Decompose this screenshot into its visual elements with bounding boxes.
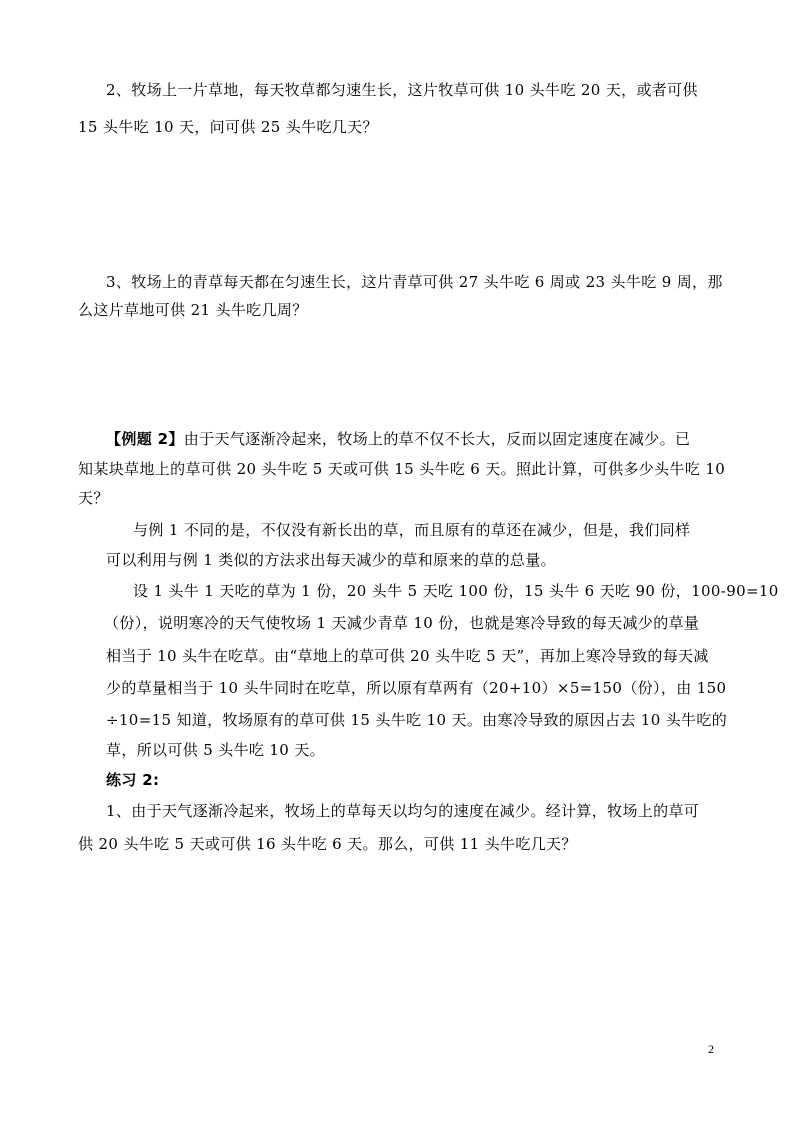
problem-2-line-1: 2、牧场上一片草地，每天牧草都匀速生长，这片牧草可供 10 头牛吃 20 天，或者可供 xyxy=(106,81,698,99)
explanation-2-line-3: 相当于 10 头牛在吃草。由“草地上的草可供 20 头牛吃 5 天”，再加上寒冷导致的每天减 xyxy=(106,647,709,665)
explanation-2-line-1: 设 1 头牛 1 天吃的草为 1 份，20 头牛 5 天吃 100 份，15 头牛 6 天吃 90 份，100-90=10 xyxy=(133,582,779,600)
explanation-2-line-5: ÷10=15 知道，牧场原有的草可供 15 头牛吃 10 天。由寒冷导致的原因占去 10 头牛吃的 xyxy=(106,711,728,729)
exercise-2-heading: 练习 2: xyxy=(106,771,160,789)
problem-3-line-2: 么这片草地可供 21 头牛吃几周？ xyxy=(78,301,308,319)
explanation-2-line-6: 草，所以可供 5 头牛吃 10 天。 xyxy=(106,741,326,759)
problem-3-line-1: 3、牧场上的青草每天都在匀速生长，这片青草可供 27 头牛吃 6 周或 23 头牛吃 9 周，那 xyxy=(106,273,723,291)
example-2-line-1 xyxy=(106,429,690,449)
explanation-2-line-4: 少的草量相当于 10 头牛同时在吃草，所以原有草两有（20+10）×5=150（份），由 150 xyxy=(106,679,727,697)
problem-2-line-2: 15 头牛吃 10 天，问可供 25 头牛吃几天？ xyxy=(78,118,378,136)
example-2-line-3: 天？ xyxy=(78,489,109,507)
example-2-line-2: 知某块草地上的草可供 20 头牛吃 5 天或可供 15 头牛吃 6 天。照此计算，可供多少头牛吃 10 xyxy=(78,460,726,478)
explanation-2-line-2: （份），说明寒冷的天气使牧场 1 天减少青草 10 份，也就是寒冷导致的每天减少的草量 xyxy=(104,614,700,632)
explanation-1-line-1: 与例 1 不同的是，不仅没有新长出的草，而且原有的草还在减少，但是，我们同样 xyxy=(133,521,691,539)
page-number: 2 xyxy=(708,1042,714,1056)
exercise-2-problem-1-line-2: 供 20 头牛吃 5 天或可供 16 头牛吃 6 天。那么，可供 11 头牛吃几天？ xyxy=(78,835,577,853)
example-2-label: 【例题 2】 xyxy=(106,430,184,448)
example-2-line-1-text: 由于天气逐渐冷起来，牧场上的草不仅不长大，反而以固定速度在减少。已 xyxy=(183,430,691,448)
explanation-1-line-2: 可以利用与例 1 类似的方法求出每天减少的草和原来的草的总量。 xyxy=(106,551,556,569)
exercise-2-problem-1-line-1: 1、由于天气逐渐冷起来，牧场上的草每天以均匀的速度在减少。经计算，牧场上的草可 xyxy=(106,802,700,820)
